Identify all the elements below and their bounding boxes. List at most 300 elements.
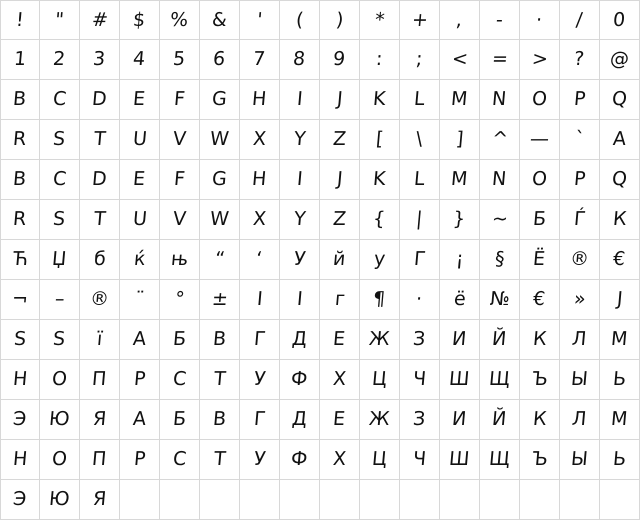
glyph-cell[interactable]: [320, 160, 360, 200]
glyph-character: Ё: [532, 248, 547, 270]
glyph-cell[interactable]: [360, 320, 400, 360]
glyph-character: R: [12, 128, 28, 150]
glyph-cell[interactable]: [0, 120, 40, 160]
glyph-cell[interactable]: [160, 80, 200, 120]
glyph-cell[interactable]: [600, 360, 640, 400]
glyph-cell[interactable]: [40, 440, 80, 480]
glyph-cell[interactable]: [520, 40, 560, 80]
glyph-character: Ц: [371, 448, 388, 470]
glyph-cell[interactable]: [560, 80, 600, 120]
glyph-cell[interactable]: [280, 320, 320, 360]
glyph-cell[interactable]: [320, 400, 360, 440]
glyph-cell[interactable]: [520, 160, 560, 200]
glyph-character: =: [490, 48, 509, 70]
glyph-character: ®: [569, 248, 591, 270]
glyph-cell[interactable]: [440, 240, 480, 280]
glyph-character: Ю: [48, 488, 71, 510]
glyph-cell-empty: [520, 480, 560, 520]
glyph-character: T: [92, 208, 107, 230]
glyph-cell[interactable]: [80, 400, 120, 440]
glyph-character: М: [610, 328, 629, 350]
glyph-cell[interactable]: [160, 0, 200, 40]
glyph-cell[interactable]: [360, 240, 400, 280]
glyph-cell[interactable]: [400, 360, 440, 400]
glyph-cell[interactable]: [80, 440, 120, 480]
glyph-cell[interactable]: [200, 200, 240, 240]
glyph-cell[interactable]: [160, 40, 200, 80]
glyph-cell[interactable]: [280, 240, 320, 280]
glyph-character: X: [252, 208, 268, 230]
glyph-cell[interactable]: [40, 120, 80, 160]
glyph-cell[interactable]: [440, 360, 480, 400]
glyph-cell[interactable]: [0, 360, 40, 400]
glyph-cell[interactable]: [320, 120, 360, 160]
glyph-cell[interactable]: [240, 400, 280, 440]
glyph-cell[interactable]: [200, 80, 240, 120]
glyph-character: А: [132, 408, 148, 430]
glyph-character: B: [12, 168, 28, 190]
glyph-cell[interactable]: [520, 440, 560, 480]
glyph-cell[interactable]: [280, 40, 320, 80]
glyph-cell[interactable]: [520, 0, 560, 40]
glyph-character: C: [51, 168, 68, 190]
glyph-cell[interactable]: [480, 240, 520, 280]
glyph-cell[interactable]: [40, 320, 80, 360]
glyph-cell[interactable]: [600, 0, 640, 40]
glyph-character: O: [531, 88, 548, 110]
glyph-cell[interactable]: [0, 280, 40, 320]
glyph-cell[interactable]: [600, 40, 640, 80]
glyph-cell[interactable]: [40, 200, 80, 240]
glyph-character: I: [295, 288, 304, 310]
glyph-character: М: [610, 408, 629, 430]
glyph-character: J: [615, 288, 624, 310]
glyph-cell[interactable]: [200, 40, 240, 80]
glyph-cell[interactable]: [360, 400, 400, 440]
glyph-cell[interactable]: [240, 200, 280, 240]
glyph-character: °: [173, 288, 186, 310]
glyph-cell[interactable]: [360, 360, 400, 400]
glyph-character: ¬: [11, 288, 29, 310]
glyph-cell[interactable]: [280, 0, 320, 40]
glyph-cell[interactable]: [40, 40, 80, 80]
glyph-cell[interactable]: [160, 360, 200, 400]
glyph-cell[interactable]: [400, 280, 440, 320]
glyph-cell[interactable]: [200, 320, 240, 360]
glyph-cell[interactable]: [480, 40, 520, 80]
glyph-cell[interactable]: [400, 160, 440, 200]
glyph-character: Р: [132, 448, 147, 470]
glyph-cell[interactable]: [120, 240, 160, 280]
glyph-character: -: [495, 8, 504, 31]
glyph-character: №: [488, 288, 511, 310]
glyph-character: й: [332, 248, 347, 270]
glyph-character: (: [294, 8, 305, 31]
glyph-cell[interactable]: [440, 440, 480, 480]
glyph-cell[interactable]: [360, 200, 400, 240]
glyph-cell[interactable]: [440, 280, 480, 320]
glyph-cell[interactable]: [560, 440, 600, 480]
glyph-character: ќ: [132, 248, 147, 270]
glyph-cell[interactable]: [320, 0, 360, 40]
glyph-cell[interactable]: [480, 280, 520, 320]
glyph-cell[interactable]: [280, 400, 320, 440]
glyph-cell[interactable]: [400, 40, 440, 80]
glyph-cell[interactable]: [120, 200, 160, 240]
glyph-cell[interactable]: [240, 360, 280, 400]
glyph-character: К: [611, 208, 628, 230]
glyph-cell[interactable]: [120, 320, 160, 360]
glyph-cell[interactable]: [240, 120, 280, 160]
glyph-cell[interactable]: [200, 160, 240, 200]
glyph-character: 6: [212, 48, 227, 70]
glyph-cell[interactable]: [600, 80, 640, 120]
glyph-cell-empty: [200, 480, 240, 520]
glyph-character: P: [572, 88, 587, 110]
glyph-cell[interactable]: [280, 80, 320, 120]
glyph-cell[interactable]: [320, 200, 360, 240]
glyph-cell[interactable]: [560, 160, 600, 200]
glyph-character: S: [52, 208, 67, 230]
glyph-cell[interactable]: [200, 280, 240, 320]
glyph-character: С: [171, 448, 188, 470]
glyph-character: Ж: [368, 408, 391, 430]
glyph-cell[interactable]: [520, 320, 560, 360]
glyph-cell[interactable]: [560, 280, 600, 320]
glyph-cell[interactable]: [520, 120, 560, 160]
glyph-cell[interactable]: [360, 0, 400, 40]
glyph-cell[interactable]: [440, 120, 480, 160]
glyph-cell[interactable]: [440, 200, 480, 240]
glyph-cell[interactable]: [520, 80, 560, 120]
glyph-character: Ы: [570, 448, 589, 470]
glyph-cell[interactable]: [80, 360, 120, 400]
glyph-cell[interactable]: [600, 120, 640, 160]
glyph-cell[interactable]: [160, 320, 200, 360]
glyph-character: К: [531, 408, 548, 430]
glyph-cell[interactable]: [0, 0, 40, 40]
glyph-cell[interactable]: [480, 160, 520, 200]
glyph-cell[interactable]: [360, 160, 400, 200]
glyph-cell[interactable]: [560, 120, 600, 160]
glyph-cell[interactable]: [0, 240, 40, 280]
glyph-character: ): [334, 8, 345, 31]
glyph-character: 7: [252, 48, 267, 70]
glyph-cell[interactable]: [160, 280, 200, 320]
glyph-cell[interactable]: [120, 440, 160, 480]
glyph-cell[interactable]: [320, 280, 360, 320]
glyph-cell[interactable]: [240, 160, 280, 200]
glyph-cell[interactable]: [80, 280, 120, 320]
glyph-cell[interactable]: [240, 80, 280, 120]
glyph-character: Г: [252, 408, 267, 430]
glyph-cell[interactable]: [40, 240, 80, 280]
glyph-cell[interactable]: [160, 120, 200, 160]
glyph-cell[interactable]: [80, 240, 120, 280]
glyph-cell[interactable]: [520, 360, 560, 400]
glyph-cell[interactable]: [360, 120, 400, 160]
glyph-cell-empty: [440, 480, 480, 520]
glyph-character: Щ: [488, 368, 511, 390]
glyph-cell[interactable]: [80, 480, 120, 520]
glyph-cell[interactable]: [160, 440, 200, 480]
glyph-character: њ: [170, 248, 190, 270]
glyph-character: R: [12, 208, 28, 230]
glyph-cell-empty: [320, 480, 360, 520]
glyph-cell[interactable]: [200, 440, 240, 480]
glyph-cell[interactable]: [400, 0, 440, 40]
glyph-cell[interactable]: [160, 240, 200, 280]
glyph-cell[interactable]: [440, 40, 480, 80]
glyph-cell[interactable]: [520, 240, 560, 280]
glyph-character: ;: [415, 48, 424, 70]
glyph-character: X: [252, 128, 268, 150]
glyph-character: Ф: [290, 368, 309, 390]
glyph-cell[interactable]: [400, 200, 440, 240]
glyph-cell[interactable]: [200, 120, 240, 160]
glyph-character: Ц: [371, 368, 388, 390]
glyph-cell[interactable]: [0, 320, 40, 360]
glyph-character: <: [450, 48, 469, 70]
glyph-cell[interactable]: [400, 80, 440, 120]
glyph-cell[interactable]: [280, 120, 320, 160]
glyph-cell[interactable]: [520, 400, 560, 440]
glyph-character: Ж: [368, 328, 391, 350]
glyph-cell[interactable]: [600, 160, 640, 200]
glyph-cell[interactable]: [440, 0, 480, 40]
glyph-character: T: [92, 128, 107, 150]
glyph-cell[interactable]: [600, 320, 640, 360]
glyph-cell[interactable]: [520, 200, 560, 240]
glyph-character: P: [572, 168, 587, 190]
glyph-character: И: [451, 328, 468, 350]
glyph-cell[interactable]: [80, 320, 120, 360]
glyph-cell[interactable]: [240, 240, 280, 280]
glyph-character: S: [52, 328, 67, 350]
glyph-cell[interactable]: [0, 160, 40, 200]
glyph-cell[interactable]: [280, 440, 320, 480]
glyph-character: A: [612, 128, 628, 150]
glyph-character: W: [209, 208, 230, 230]
glyph-cell[interactable]: [280, 360, 320, 400]
glyph-character: ,: [455, 8, 464, 31]
glyph-character: ®: [89, 288, 111, 310]
glyph-cell[interactable]: [480, 360, 520, 400]
glyph-cell[interactable]: [0, 80, 40, 120]
glyph-cell[interactable]: [320, 40, 360, 80]
glyph-cell[interactable]: [80, 80, 120, 120]
glyph-character: О: [51, 448, 68, 470]
glyph-cell[interactable]: [200, 0, 240, 40]
glyph-cell[interactable]: [440, 80, 480, 120]
glyph-character: ё: [452, 288, 467, 310]
glyph-cell[interactable]: [120, 40, 160, 80]
glyph-character: К: [531, 328, 548, 350]
glyph-cell[interactable]: [40, 160, 80, 200]
glyph-cell[interactable]: [80, 40, 120, 80]
glyph-cell[interactable]: [440, 160, 480, 200]
glyph-cell[interactable]: [560, 320, 600, 360]
glyph-character: Х: [332, 368, 348, 390]
glyph-character: !: [15, 8, 25, 31]
glyph-character: Ь: [612, 448, 628, 470]
glyph-character: H: [251, 88, 268, 110]
glyph-cell-empty: [280, 480, 320, 520]
glyph-cell[interactable]: [200, 240, 240, 280]
glyph-cell[interactable]: [200, 400, 240, 440]
glyph-cell[interactable]: [560, 0, 600, 40]
glyph-cell[interactable]: [40, 0, 80, 40]
glyph-character: F: [173, 88, 186, 110]
glyph-cell[interactable]: [80, 160, 120, 200]
glyph-character: Т: [212, 448, 227, 470]
glyph-cell[interactable]: [40, 400, 80, 440]
glyph-character: У: [252, 448, 267, 470]
glyph-cell[interactable]: [240, 280, 280, 320]
glyph-cell[interactable]: [240, 0, 280, 40]
glyph-character: Ч: [412, 448, 428, 470]
glyph-cell[interactable]: [440, 320, 480, 360]
glyph-cell[interactable]: [520, 280, 560, 320]
glyph-character: :: [375, 48, 384, 70]
glyph-cell[interactable]: [0, 480, 40, 520]
glyph-cell[interactable]: [560, 200, 600, 240]
glyph-character: ": [54, 8, 65, 31]
glyph-cell[interactable]: [480, 120, 520, 160]
glyph-cell[interactable]: [120, 360, 160, 400]
glyph-cell[interactable]: [80, 0, 120, 40]
glyph-character: Д: [291, 408, 308, 430]
glyph-cell[interactable]: [280, 280, 320, 320]
glyph-character: M: [450, 88, 469, 110]
glyph-cell[interactable]: [360, 440, 400, 480]
glyph-cell[interactable]: [0, 200, 40, 240]
glyph-cell[interactable]: [280, 200, 320, 240]
glyph-character: Џ: [51, 248, 68, 270]
glyph-cell[interactable]: [400, 400, 440, 440]
glyph-cell-empty: [560, 480, 600, 520]
glyph-cell[interactable]: [240, 440, 280, 480]
glyph-cell[interactable]: [200, 360, 240, 400]
glyph-character: {: [372, 208, 387, 230]
glyph-character: +: [410, 8, 429, 31]
glyph-character: N: [491, 168, 508, 190]
glyph-cell[interactable]: [40, 80, 80, 120]
glyph-cell[interactable]: [240, 320, 280, 360]
glyph-cell[interactable]: [280, 160, 320, 200]
glyph-character: S: [52, 128, 67, 150]
glyph-cell[interactable]: [160, 160, 200, 200]
glyph-cell[interactable]: [480, 320, 520, 360]
glyph-character: Р: [132, 368, 147, 390]
glyph-cell[interactable]: [160, 200, 200, 240]
glyph-character: П: [91, 368, 108, 390]
glyph-cell[interactable]: [400, 440, 440, 480]
glyph-cell[interactable]: [160, 400, 200, 440]
glyph-cell[interactable]: [320, 240, 360, 280]
glyph-cell[interactable]: [120, 160, 160, 200]
glyph-cell[interactable]: [120, 80, 160, 120]
glyph-character: 0: [612, 8, 627, 31]
glyph-cell[interactable]: [0, 440, 40, 480]
glyph-character: $: [132, 8, 147, 31]
glyph-character: ': [255, 8, 264, 31]
glyph-character: Э: [12, 408, 28, 430]
glyph-cell[interactable]: [560, 240, 600, 280]
glyph-cell[interactable]: [600, 400, 640, 440]
glyph-cell[interactable]: [600, 280, 640, 320]
glyph-cell[interactable]: [40, 360, 80, 400]
glyph-cell[interactable]: [360, 280, 400, 320]
glyph-cell[interactable]: [0, 40, 40, 80]
glyph-character: /: [575, 8, 584, 31]
glyph-cell[interactable]: [320, 80, 360, 120]
glyph-cell[interactable]: [400, 320, 440, 360]
glyph-cell[interactable]: [320, 320, 360, 360]
glyph-cell[interactable]: [240, 40, 280, 80]
glyph-character: H: [251, 168, 268, 190]
glyph-cell[interactable]: [600, 440, 640, 480]
glyph-cell[interactable]: [560, 40, 600, 80]
glyph-character: Ъ: [530, 448, 549, 470]
glyph-cell[interactable]: [120, 0, 160, 40]
glyph-character: \: [415, 128, 424, 150]
glyph-cell[interactable]: [80, 120, 120, 160]
glyph-character: ·: [415, 288, 424, 310]
glyph-cell[interactable]: [600, 200, 640, 240]
glyph-cell[interactable]: [80, 200, 120, 240]
glyph-cell[interactable]: [480, 0, 520, 40]
glyph-cell[interactable]: [320, 440, 360, 480]
glyph-character: Я: [91, 488, 108, 510]
glyph-character: Л: [571, 408, 588, 430]
glyph-character: @: [609, 48, 631, 70]
glyph-character: Ь: [612, 368, 628, 390]
glyph-cell[interactable]: [480, 400, 520, 440]
glyph-character: ^: [490, 128, 509, 150]
glyph-character: ї: [95, 328, 104, 350]
glyph-character: Г: [252, 328, 267, 350]
glyph-cell[interactable]: [40, 280, 80, 320]
glyph-cell[interactable]: [120, 400, 160, 440]
glyph-character: »: [572, 288, 587, 310]
glyph-character: S: [13, 328, 28, 350]
glyph-character: K: [372, 168, 387, 190]
glyph-cell[interactable]: [560, 360, 600, 400]
glyph-cell[interactable]: [0, 400, 40, 440]
glyph-character: Ъ: [530, 368, 549, 390]
glyph-cell[interactable]: [600, 240, 640, 280]
glyph-cell[interactable]: [120, 280, 160, 320]
glyph-cell[interactable]: [440, 400, 480, 440]
glyph-cell[interactable]: [360, 40, 400, 80]
glyph-cell[interactable]: [400, 120, 440, 160]
glyph-cell[interactable]: [480, 80, 520, 120]
glyph-cell[interactable]: [480, 440, 520, 480]
glyph-cell[interactable]: [400, 240, 440, 280]
glyph-cell[interactable]: [480, 200, 520, 240]
glyph-cell[interactable]: [360, 80, 400, 120]
glyph-cell[interactable]: [560, 400, 600, 440]
glyph-cell[interactable]: [120, 120, 160, 160]
glyph-character: B: [12, 88, 28, 110]
glyph-cell[interactable]: [40, 480, 80, 520]
glyph-cell-empty: [120, 480, 160, 520]
glyph-character: Z: [332, 128, 348, 150]
glyph-character: Ы: [570, 368, 589, 390]
glyph-cell[interactable]: [320, 360, 360, 400]
glyph-character: Б: [172, 328, 188, 350]
